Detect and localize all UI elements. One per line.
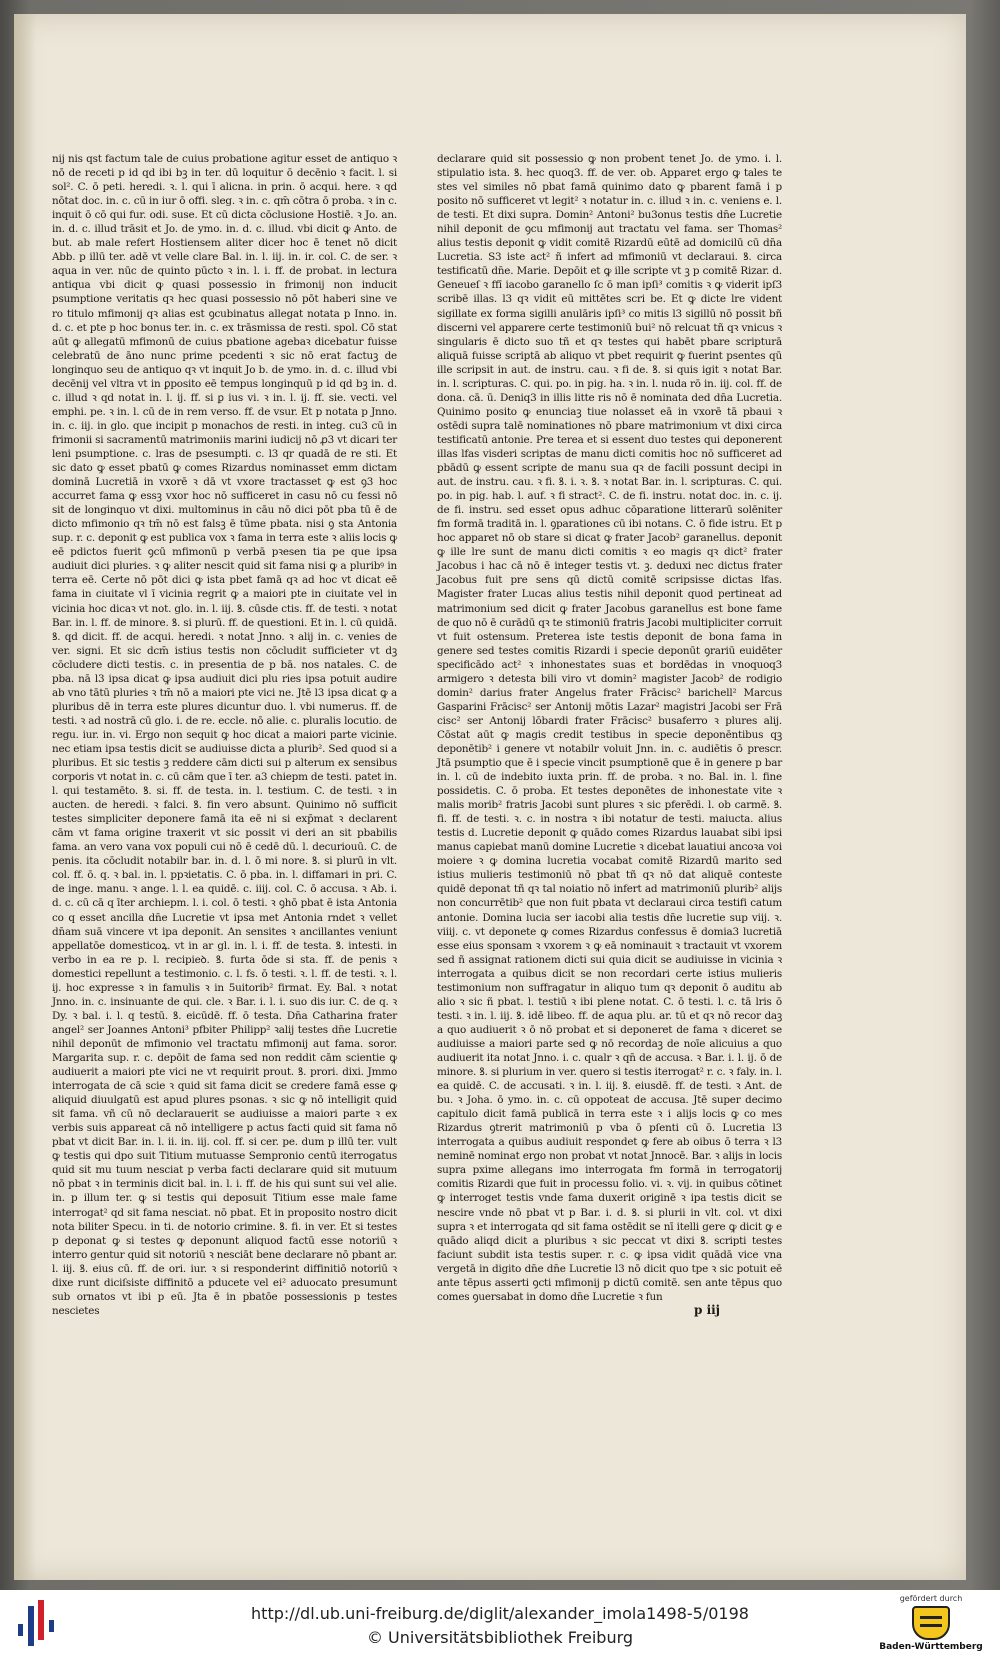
copyright-notice: © Universitätsbibliothek Freiburg: [366, 1628, 634, 1647]
page-binding-shadow: [14, 14, 36, 1580]
sponsor-name: Baden-Württemberg: [879, 1642, 983, 1652]
right-column-text: declarare quid sit possessio ꝙ non probent tenet Jo. de ymo. i. l. stipulatio ista. ꝸ. hec quoq3. ff. de ver. ob. Apparet ergo ꝙ tales te stes vel similes nō pbat famā quinimo dato ꝙ pbarent famā i p posito nō sufficeret vt legit² ꝛ notatur in. c. illud ꝛ in. c. veniens e. l. de testi. Et dixi supra. Domin² Antoni² bu3onus testis dn̄e Lucretie nihil deponit de ꝯcu mfimonij aut tractatu vel fama. ser Thomas² alius testis deponit ꝙ vidit comitē Rizardū eūtē ad domicilū cū dn̄a Lucretia. S3 iste act² ñ infert ad mfimoniū vt declaraui. ꝸ. circa testificatū dn̄e. Marie. Depōit et ꝙ ille scripte vt ꝫ p comitē Rizar. d. Geneueſ ꝛ ffī iacobo garanello ſc ō man ipſi³ comitis ꝛ ꝙ viderit ipſ3 scribē illas. l3 qꝛ vidit eū mittētes scri be. Et ꝙ dicte lre vident sigillate ex forma sigilli anulāris ipſi³ co mitis l3 sigillū nō possit bñ discerni vel apparere certe testimoniū bui² nō relcuat tñ qꝛ vnicus ꝛ singularis ē dicto suo tñ et qꝛ testes qui habēt pbare scripturā aliquā fuisse scriptā ab aliquo vt pbet requirit ꝙ fuerint psentes qū ille scripsit in aut. de instru. cau. ꝛ fi de. ꝸ. si quis igit ꝛ notat Bar. in. l. scripturas. C. qui. po. in pig. ha. ꝛ in. l. nuda rō in. iij. col. ff. de dona. cā. ū. Deniq3 in illis litte ris nō ē nominata ded dn̄a Lucretia. Quinimo posito ꝙ enunciaꝫ tiue nolasset eā in vxorē tā pbaui ꝛ ostēdi supra talē nominationes nō pbare matrimonium vt dixi circa testificatū antonie. Pre terea et si essent duo testes qui deponerent illas lfas visderi scriptas de manu dicti comitis hoc nō sufficeret ad pbādū ꝙ essent scripte de manu sua qꝛ de facili possunt decipi in aut. de instru. cau. ꝛ fi. ꝸ. i. ꝛ. ꝸ. ꝛ notat Bar. in. l. scripturas. C. qui. po. in pig. hab. l. auf. ꝛ fi stract². C. de fi. instru. notat doc. in. c. ij. de fi. instru. sed esset opus adhuc cōparatione litterarū solēniter fm formā traditā in. l. ꝯparationes cū ibi notans. C. ō fide istru. Et p hoc apparet nō ob stare si dicat ꝙ frater Jacob² garanellus. deponit ꝙ ille lre sunt de manu dicti comitis ꝛ eo magis qꝛ dict² frater Jacobus i hac cā nō ē integer testis vt. ꝫ. deduxi nec dictus frater Jacobus fuit pre sens qū dictū comitē scripsisse dictas lfas. Magister frater Lucas alius testis nihil deponit quod pertineat ad matrimonium sed dicit ꝙ frater Jacobus garanellus est bone fame de quo nō ē curādū qꝛ te stimoniū fratris Jacobi multipliciter corruit vt fuit ostensum. Preterea iste testis deponit de bona fama in genere sed testes comitis Rizardi i specie deponūt ꝯrariū euidēter specificādo act² ꝛ inhonestates suas et bordēdas in vnoquoq3 armigero ꝛ detesta bili viro vt domin² magister Jacob² de rodigio domin² darius frater Angelus frater Frācisc² barichell² Marcus Gasparini Frācisc² ser Antonij mōtis Lazar² magistri Jacobi ser Frā cisc² ser Antonij lōbardi frater Frācisc² busaferro ꝛ plures alij. Cōstat aūt ꝙ magis credit testibus in specie deponēntibus qꝫ deponētib² i genere vt notabilr voluit Jnn. in. c. audiētis ō prescr. Jtā psumptio que ē i specie vincit psumptionē que ē in genere p bar in. l. cū de indebito iuxta prin. ff. de proba. ꝛ no. Bal. in. l. fine possidetis. C. ō proba. Et testes deponētes de inhonestate vite ꝛ malis morib² fratris Jacobi sunt plures ꝛ sic pferēdi. l. ob carmē. ꝸ. fi. ff. de testi. ꝛ. c. in nostra ꝛ ibi notatur de testi. maiucta. alius testis d. Lucretie deponit ꝙ quādo comes Rizardus lauabat sibi ipsi manus capiebat manū domine Lucretie ꝛ dicebat lauatiui ancoꝛa voi moiere ꝛ ꝙ domina lucretia vocabat comitē Rizardū marito sed istius mulieris testimoniū nō pbat tñ qꝛ nō dat aliquē conteste quidē deponat tñ qꝛ tal noiatio nō infert ad matrimoniū plurib² alijs non concurrētib² que non fuit pbata vt declaraui circa testifi catum antonie. Domina lucia ser iacobi alia testis dn̄e lucretie sup viij. ꝛ. viiij. c. vt deponete ꝙ comes Rizardus confessus ē domia3 lucretiā esse eius sponsam ꝛ vxorem ꝛ ꝙ eā nominauit ꝛ tractauit vt vxorem sed ñ assignat rationem dicti sui quia dicit se audiuisse in vicinia ꝛ interrogata a quibus dicit se non recordari certe istius mulieris testimonium non suffragatur in aliquo tum qꝛ deponit ō auditu ab alio ꝛ sic ñ pbat. l. testiū ꝛ ibi plene notat. C. ō testi. l. c. tā lris ō testi. ꝛ in. l. iij. ꝸ. idē libeo. ff. de aqua plu. ar. tū et qꝛ nō recor daꝫ a quo audiuerit ꝛ ō nō probat et si deponeret de fama ꝛ diceret se audiuisse a maiori parte sed ꝙ nō recordaꝫ de noīe alicuius a quo audiuerit ita notat Jnno. i. c. qualr ꝛ qn̄ de accusa. ꝛ Bar. i. l. ij. ō de minore. ꝸ. si plurium in ver. quero si testis iterrogat² r. c. ꝛ faly. in. l. ea quidē. C. de accusati. ꝛ in. l. iij. ꝸ. eiusdē. ff. de testi. ꝛ Ant. de bu. ꝛ Joha. ō ymo. in. c. cū oppoteat de accusa. Jtē super decimo capitulo dicit famā publicā in terra este ꝛ i alijs locis ꝙ co mes Rizardus ꝯtrerit matrimoniū p vba ō pſenti cū ō. Lucretia l3 interrogata a quibus audiuit respondet ꝙ fere ab oibus ō terra ꝛ l3 neminē nominat ergo non probat vt notat Jnnocē. Bar. ꝛ alijs in locis supra pxime allegans imo interrogata fm formā in terrogatorij comitis Rizardi que fuit in processu folio. vi. ꝛ. vij. in quibus cōtinet ꝙ interroget testis vnde fama duxerit originē ꝛ ipa testis dicit se nescire vnde nō pbat vt p Bar. i. d. ꝸ. si plurii in vlt. col. vt dixi supra ꝛ et interrogata qd sit fama ostēdit se nī itelli gere ꝙ dicit ꝙ e quādo aliqd dicit a pluribus ꝛ sic peccat vt dixi ꝸ. scripti testes faciunt subdit ista testis super. r. c. ꝙ ipsa vidit quādā vice vna vergetā in digito dn̄e dn̄e Lucretie l3 nō dicit quo tpe ꝛ sic potuit eē ante tēpus asserti ꝯcti mfimonij p dictū comitē. sen ante tēpus quo comes ꝯuersabat in domo dn̄e Lucretie ꝛ fun: [437, 153, 782, 1303]
signature-mark: p iij: [694, 1303, 721, 1317]
sponsor-label: gefördert durch: [899, 1594, 963, 1603]
sponsor-block[interactable]: [876, 1594, 986, 1652]
left-column-text: nij nis qst factum tale de cuius probatione agitur esset de antiquo ꝛ nō de receti p id qd ibi bꝫ in ter. dū loquitur ō decēnio ꝛ facit. l. si sol². C. ō peti. heredi. ꝛ. l. qui ī alicna. in prin. ō acqui. here. ꝛ qd nōtat doc. in. c. cū in iur ō offi. sleg. ꝛ in. c. qm̄ cōtra ō proba. ꝛ in c. inquit ō cō qui fur. odi. suse. Et cū dicta cōclusione Hostiē. ꝛ Jo. an. in. d. c. illud trāsit et Jo. de ymo. in. d. c. illud. vbi dicit ꝙ Anto. de but. ab male refert Hostiensem aliter dicer hoc ē tenet nō dicit Abb. p illū ter. adē vt velle clare Bal. in. l. iij. in. ir. col. C. de ser. ꝛ aqua in ver. nūc de quinto pūcto ꝛ in. l. i. ff. de probat. in lectura antiqua vbi dicit ꝙ quasi possessio in frimonij non inducit psumptione veritatis qꝛ hec quasi possessio nō pōt haberi sine ve ro titulo mfimonij qꝛ alias est ꝯcubinatus allegat notata p Inno. in. d. c. et pte p hoc bonus ter. in. c. ex trāsmissa de resti. spol. Cō stat aūt ꝙ allegatū mfimonū de cuius pbatione agebaꝛ dicebatur fuisse celebratū de āno nunc prime pcedenti ꝛ sic nō erat factuꝫ de longinquo seu de antiquo qꝛ vt inquit Jo b. de ymo. in. d. c. illud vbi decēnij vel vltra vt in ꝑposito eē tempus longinquū p id qd bꝫ in. d. c. illud ꝛ qd notat in. l. ij. ff. si ꝑ ius vi. ꝛ in. l. ij. ff. sie. vecti. vel emphi. pe. ꝛ in. l. cū de in rem verso. ff. de vsur. Et p notata p Jnno. in. c. iij. in glo. que incipit p monachos de resti. in integ. cu3 cū in frimonii si sacramentū matrimoniis marini iudicij nō ꝓ3 vt dicari ter leni psumptione. c. lras de psesumpti. c. l3 qr quadā de re sti. Et sic dato ꝙ esset pbatū ꝙ comes Rizardus nominasset emm dictam dominā Lucretiā in vxorē ꝛ dā vt vxore tractasset ꝙ est ꝯ3 hoc accurret fama ꝙ essꝫ vxor hoc nō sufficeret in casu nō cu fessi nō sit de longinquo vt dixi. multominus in cāu nō dici pōt pba tū ē de dicto mfimonio qꝛ tm̄ nō est falsꝫ ē tūme pbata. nisi ꝯ sta Antonia sup. r. c. deponit ꝙ est publica vox ꝛ fama in terra este ꝛ aliis locis ꝙ eē pdictos fuerit ꝯcū mfimonū p verbā pꝛesen tia pe que ipsa audiuit dici pluries. ꝛ ꝙ aliter nescit quid sit fama nisi ꝙ a pluribꝰ in terra eē. Certe nō pōt dici ꝙ ista pbet famā qꝛ ad hoc vt dicat eē fama in ciuitate vl ī vicinia regrit ꝙ a maiori pte in ciuitate vel in vicinia hoc dicaꝛ vt not. glo. in. l. iij. ꝸ. cūsde ctis. ff. de testi. ꝛ notat Bar. in. l. ff. de minore. ꝸ. si plurū. ff. de questioni. Et in. l. cū quidā. ꝸ. qd dicit. ff. de acqui. heredi. ꝛ notat Jnno. ꝛ alij in. c. venies de ver. signi. Et sic dcm̄ istius testis non cōcludit sufficieter vt dꝫ cōcludere dicti testis. c. in presentia de p bā. nos natales. C. de pba. nā l3 ipsa dicat ꝙ ipsa audiuit dici plu ries ipsa potuit audire ab vno tātū pluries ꝛ tm̄ nō a maiori pte vici ne. Jtē l3 ipsa dicat ꝙ a pluribus dē in terra este plures dicuntur duo. l. vbi numerus. ff. de testi. ꝛ ad nostrā cū glo. i. de re. eccle. nō alie. c. pluralis locutio. de regu. iur. in. vi. Ergo non sequit ꝙ hoc dicat a maiori parte vicinie. nec etiam ipsa testis dicit se audiuisse dicta a plurib². Sed quod si a pluribus. Et sic testis ꝫ reddere cām dicti sui p alterum ex sensibus corporis vt notat in. c. cū cām que ī ter. a3 chiepm de testi. patet in. l. qui testamēto. ꝸ. si. ff. de testa. in. l. testium. C. de testi. ꝛ in aucten. de heredi. ꝛ falci. ꝸ. fin vero absunt. Quinimo nō sufficit testes simpliciter deponere famā ita eē ni si exp̄mat ꝛ declarent cām vt fama origine traxerit vt sic possit vi deri an sit pbabilis fama. an vero vana vox populi cui nō ē cedē dū. l. decuriouū. C. de penis. ita cōcludit notabilr bar. in. d. l. ō mi nore. ꝸ. si plurū in vlt. col. ff. ō. q. ꝛ bal. in. l. ppꝛietatis. C. ō pba. in. l. diffamari in pri. C. de inge. manu. ꝛ ange. l. l. ea quidē. c. iiij. col. C. ō accusa. ꝛ Ab. i. d. c. cū cā q īter archiepm. l. i. col. ō testi. ꝛ ꝯhō pbat ē ista Antonia co q esset ancilla dn̄e Lucretie vt ipsa met Antonia rndet ꝛ vellet dn̄am suā vincere vt ipa deponit. An sensites ꝛ ancillantes veniunt appellatōe domesticoꝝ. vt in ar gl. in. l. i. ff. de testa. ꝸ. intesti. in verbo in ea re p. l. recipieꝺ. ꝸ. furta ōde si sta. ff. de penis ꝛ domestici repellunt a testimonio. c. l. fs. ō testi. ꝛ. l. ff. de testi. ꝛ. l. ij. hoc expresse ꝛ in famulis ꝛ in 5uitorib² firmat. Ey. Bal. ꝛ notat Jnno. in. c. insinuante de qui. cle. ꝛ Bar. i. l. i. suo dis iur. C. de q. ꝛ Dy. ꝛ bal. i. l. q testū. ꝸ. eicūdē. ff. ō testa. Dn̄a Catharina frater angel² ser Joannes Antoni³ pfbiter Philipp² ꝛalij testes dn̄e Lucretie nihil deponūt de mfimonio vel tractatu mfimonij aut fama. soror. Margarita sup. r. c. depōit de fama sed non reddit cām scientie ꝙ audiuerit a maiori pte vici ne vt requirit prout. ꝸ. prori. dixi. Jmmo interrogata de cā scie ꝛ quid sit fama dicit se credere famā esse ꝙ aliquid diuulgatū est apud plures psonas. ꝛ sic ꝙ nō intelligit quid sit fama. vñ cū nō declarauerit se audiuisse a maiori parte ꝛ ex verbis suis appareat cā nō intelligere p actus facti quid sit fama nō pbat vt dicit Bar. in. l. ii. in. iij. col. ff. si cer. pe. dum p illū ter. vult ꝙ testis qui dpo suit Titium mutuasse Sempronio centū iterrogatus quid sit mu tuum nesciat p verba facti declarare quid sit mutuum nō pbat ꝛ in terminis dicit bal. in. l. i. ff. de his qui sunt sui vel alie. in. p illum ter. ꝙ si testis qui deposuit Titium esse male fame interrogat² qd sit fama nesciat. nō pbat. Et in proposito nostro dicit nota biliter Specu. in ti. de notorio crimine. ꝸ. fi. in ver. Et si testes p deponat ꝙ si testes ꝙ deponunt aliquod factū esse notoriū ꝛ interro gentur quid sit notoriū ꝛ nesciāt bene declarare nō pbant ar. l. iij. ꝸ. eius cū. ff. de ori. iur. ꝛ si responderint diffinitiō notoriū ꝛ dixe runt diciſsiste diffinitō a pducete vel ei² aduocato presumunt sub ornatos vt ibi p eū. Jta ē in pbatōe possessionis p testes nescietes: [52, 153, 397, 1317]
footer-bar: [0, 1590, 1000, 1657]
permalink-url[interactable]: http://dl.ub.uni-freiburg.de/diglit/alexander_imola1498-5/0198: [251, 1604, 749, 1623]
left-text-column: [52, 152, 397, 1317]
right-text-column: [437, 152, 782, 1317]
document-page: [14, 14, 966, 1580]
baden-wuerttemberg-crest-icon: [912, 1606, 950, 1640]
